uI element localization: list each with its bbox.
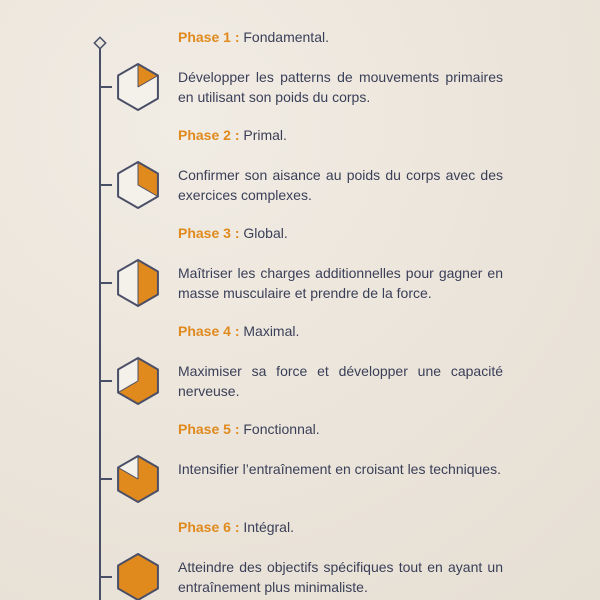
phase-1-name: Fondamental. xyxy=(243,29,329,45)
phase-2-label: Phase 2 : xyxy=(178,127,240,143)
phase-1-description: Développer les patterns de mouvements primaires en utilisant son poids du corps. xyxy=(178,69,503,105)
phase-6-label: Phase 6 : xyxy=(178,519,240,535)
phase-3-progress-hexagon-icon xyxy=(100,260,158,306)
phase-5-title xyxy=(178,420,320,438)
phase-2-name: Primal. xyxy=(243,127,287,143)
phase-4-progress-hexagon-icon xyxy=(100,358,158,404)
phase-5-name: Fonctionnal. xyxy=(243,421,320,437)
phase-1-progress-hexagon-icon xyxy=(100,64,158,110)
phase-5-progress-hexagon-icon xyxy=(100,456,158,502)
phase-6-progress-hexagon-icon xyxy=(100,554,158,600)
timeline-start-diamond xyxy=(94,37,105,48)
phase-3-name: Global. xyxy=(243,225,288,241)
phase-3-label: Phase 3 : xyxy=(178,225,240,241)
phase-3-title xyxy=(178,224,288,242)
phase-1-title xyxy=(178,28,329,46)
phase-6-title xyxy=(178,518,294,536)
phase-2-title xyxy=(178,126,287,144)
phase-4-title xyxy=(178,322,299,340)
phase-5-label: Phase 5 : xyxy=(178,421,240,437)
phase-4-description: Maximiser sa force et développer une capacité nerveuse. xyxy=(178,363,503,399)
phase-6-description: Atteindre des objectifs spécifiques tout en ayant un entraînement plus minimaliste. xyxy=(178,559,503,595)
phase-6-name: Intégral. xyxy=(243,519,294,535)
phase-2-progress-hexagon-icon xyxy=(100,162,158,208)
phase-5-description: Intensifier l’entraînement en croisant les techniques. xyxy=(178,461,501,477)
phase-1-label: Phase 1 : xyxy=(178,29,240,45)
phase-3-description: Maîtriser les charges additionnelles pour gagner en masse musculaire et prendre de la force. xyxy=(178,265,503,301)
phase-2-description: Confirmer son aisance au poids du corps avec des exercices complexes. xyxy=(178,167,503,203)
phase-4-label: Phase 4 : xyxy=(178,323,240,339)
phase-4-name: Maximal. xyxy=(243,323,300,339)
